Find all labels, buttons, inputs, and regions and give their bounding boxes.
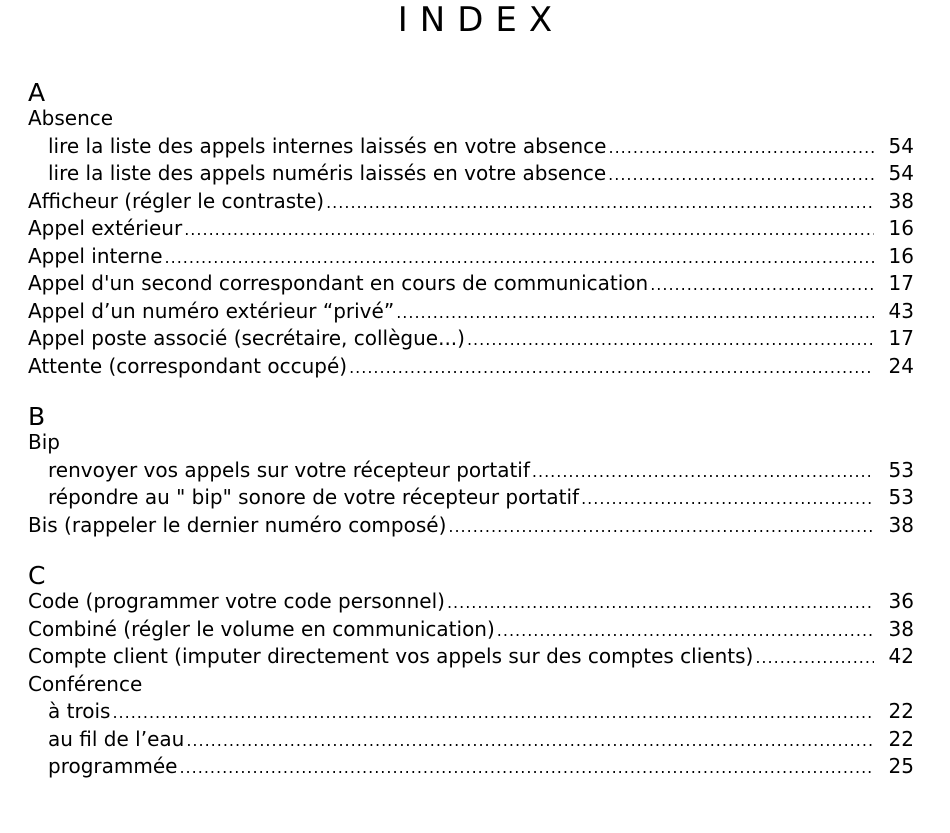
dot-leader (581, 484, 874, 513)
dot-leader (112, 698, 874, 727)
entry-label: Appel interne (28, 243, 163, 268)
entry-page-number: 38 (888, 512, 914, 537)
dot-leader (447, 588, 874, 617)
entry-label: au fil de l’eau (48, 726, 185, 751)
entry-page-number: 38 (888, 188, 914, 213)
entry-page-number: 16 (888, 243, 914, 268)
index-entry (28, 270, 914, 298)
entry-label: répondre au " bip" sonore de votre récepteur portatif (48, 485, 580, 509)
index-entry (28, 457, 914, 485)
dot-leader (650, 270, 874, 299)
entry-page-number: 17 (888, 271, 914, 295)
dot-leader (186, 726, 874, 755)
entry-page-number: 17 (888, 326, 914, 350)
dot-leader (179, 753, 874, 782)
dot-leader (396, 298, 874, 327)
dot-leader (608, 160, 874, 189)
dot-leader (165, 243, 874, 272)
entry-page-number: 16 (888, 216, 914, 240)
section-letter: C (28, 561, 46, 590)
entry-page-number: 25 (888, 754, 914, 778)
index-entry (28, 325, 914, 353)
index-entry (28, 243, 914, 271)
entry-label: Appel d’un numéro extérieur “privé” (28, 298, 395, 323)
dot-leader (755, 643, 874, 672)
entry-label: Bip (28, 430, 60, 454)
entry-label: Conférence (28, 671, 143, 696)
index-entry (28, 616, 914, 644)
index-content (28, 80, 914, 805)
entry-label: Combiné (régler le volume en communication) (28, 616, 495, 641)
index-heading-entry (28, 105, 914, 133)
index-entry (28, 353, 914, 381)
dot-leader (497, 616, 874, 645)
entry-page-number: 53 (888, 485, 914, 509)
index-entry (28, 484, 914, 512)
index-entry (28, 133, 914, 161)
entry-label: à trois (48, 699, 111, 723)
entry-page-number: 42 (888, 644, 914, 668)
entry-page-number: 22 (888, 699, 914, 723)
entry-page-number: 54 (888, 133, 914, 158)
dot-leader (608, 133, 874, 162)
page-title: INDEX (397, 0, 565, 40)
index-section-c (28, 563, 914, 781)
entry-label: Code (programmer votre code personnel) (28, 589, 445, 613)
entry-label: Bis (rappeler le dernier numéro composé) (28, 512, 447, 537)
dot-leader (532, 457, 874, 486)
index-entry (28, 215, 914, 243)
entry-page-number: 54 (888, 161, 914, 185)
entry-label: Appel d'un second correspondant en cours de communication (28, 271, 649, 295)
entry-label: Compte client (imputer directement vos appels sur des comptes clients) (28, 644, 754, 668)
index-heading-entry (28, 429, 914, 457)
index-section-b (28, 404, 914, 539)
dot-leader (349, 353, 874, 382)
dot-leader (467, 325, 874, 354)
entry-label: lire la liste des appels internes laissés en votre absence (48, 133, 607, 158)
index-heading-entry (28, 671, 914, 699)
entry-page-number: 24 (888, 353, 914, 378)
index-entry (28, 160, 914, 188)
index-entry (28, 643, 914, 671)
index-entry (28, 698, 914, 726)
section-letter: A (28, 78, 46, 107)
entry-label: Appel poste associé (secrétaire, collègue...) (28, 326, 465, 350)
entry-page-number: 38 (888, 616, 914, 641)
index-entry (28, 512, 914, 540)
entry-page-number: 22 (888, 726, 914, 751)
index-entry (28, 726, 914, 754)
entry-label: Appel extérieur (28, 216, 183, 240)
dot-leader (326, 188, 874, 217)
dot-leader (184, 215, 874, 244)
entry-page-number: 36 (888, 589, 914, 613)
index-entry (28, 753, 914, 781)
index-entry (28, 588, 914, 616)
entry-label: Attente (correspondant occupé) (28, 353, 348, 378)
entry-label: Afficheur (régler le contraste) (28, 188, 325, 213)
dot-leader (448, 512, 874, 541)
entry-label: programmée (48, 754, 178, 778)
index-entry (28, 188, 914, 216)
entry-label: renvoyer vos appels sur votre récepteur portatif (48, 457, 530, 482)
section-letter: B (28, 402, 46, 431)
entry-label: lire la liste des appels numéris laissés en votre absence (48, 161, 607, 185)
index-section-a (28, 80, 914, 380)
entry-label: Absence (28, 106, 114, 130)
entry-page-number: 53 (888, 457, 914, 482)
entry-page-number: 43 (888, 298, 914, 323)
index-entry (28, 298, 914, 326)
